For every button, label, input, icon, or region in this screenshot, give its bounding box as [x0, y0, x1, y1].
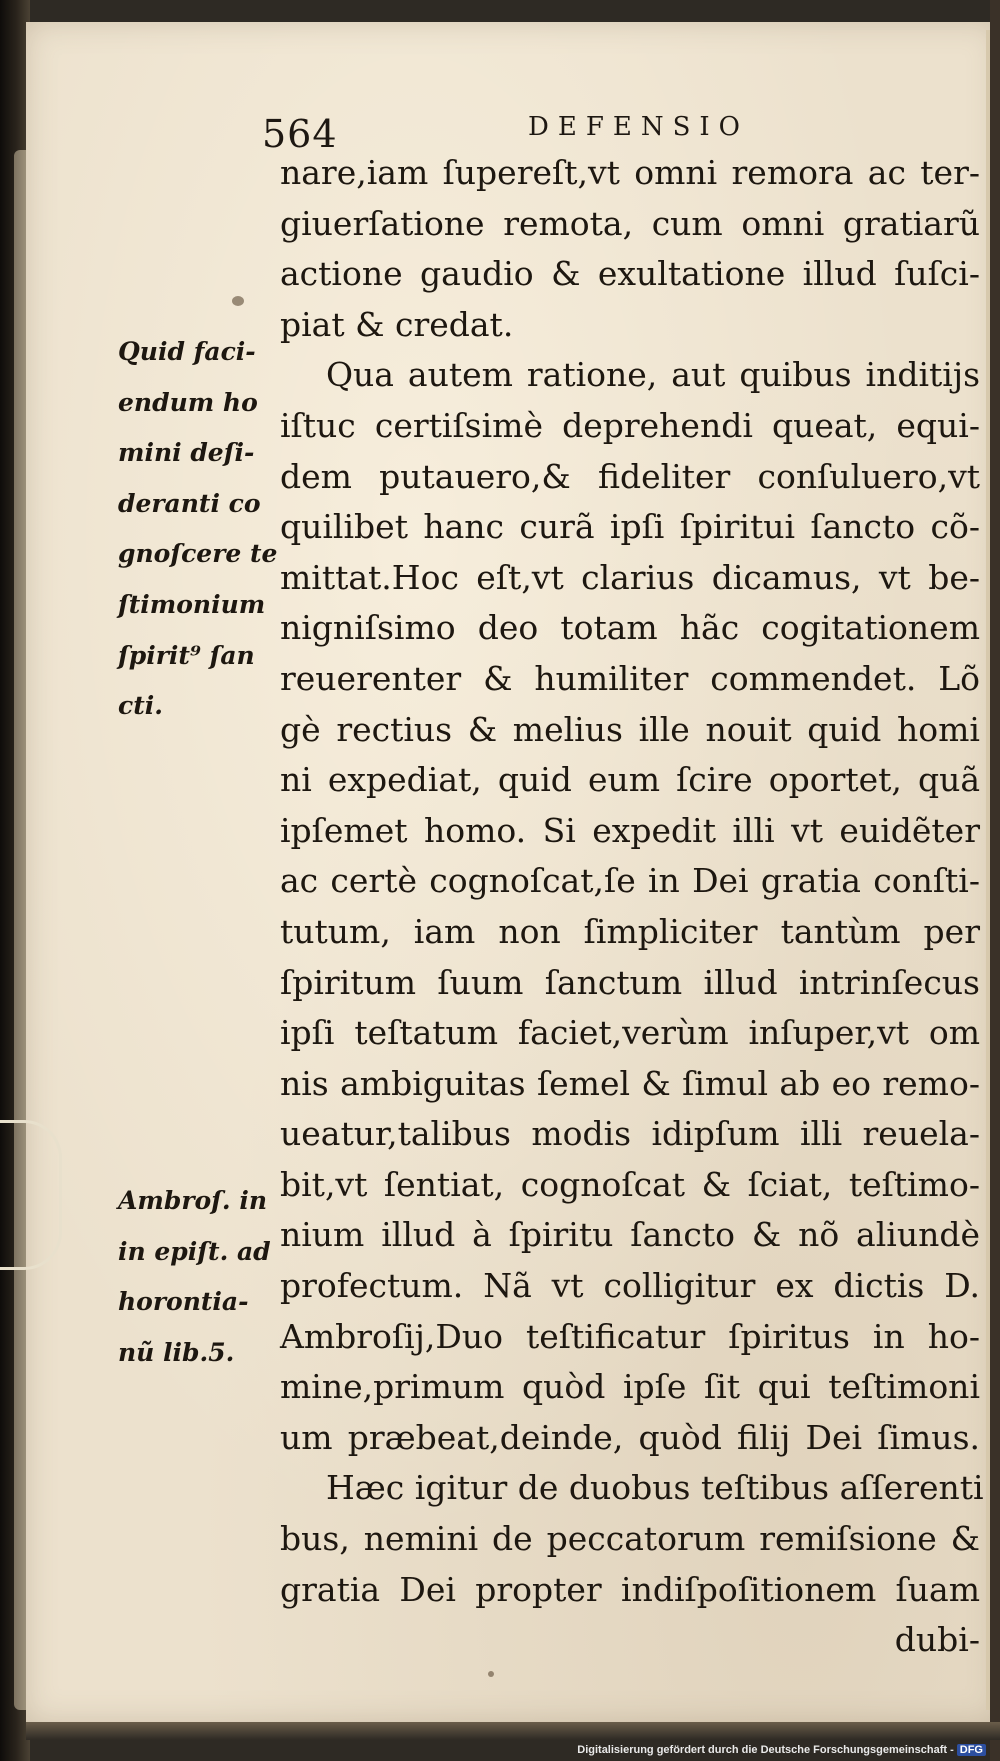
- clip-tab-outline: [0, 1120, 62, 1270]
- margin-note-line: gnoſcere te: [118, 539, 278, 569]
- text-line: iſtuc certiſsimè deprehendi queat, equi-: [280, 405, 980, 445]
- margin-note-line: Quid faci-: [118, 337, 256, 366]
- margin-note-line: horontia-: [118, 1287, 249, 1317]
- text-line: ac certè cognoſcat,ſe in Dei gratia conſti-: [280, 861, 980, 901]
- text-line: nis ambiguitas ſemel & ſimul ab eo remo-: [280, 1063, 980, 1103]
- text-line: reuerenter & humiliter commendet. Lõ: [280, 658, 980, 698]
- text-line: nare,iam ſupereſt,vt omni remora ac ter-: [280, 153, 980, 192]
- margin-note-quid-faciendum: [118, 327, 280, 732]
- margin-note-line: mini deſi-: [118, 438, 255, 468]
- text-line: quilibet hanc curã ipſi ſpiritui ſancto cõ-: [280, 507, 980, 547]
- text-line: dem putauero,& fideliter conſuluero,vt: [280, 456, 980, 496]
- margin-note-line: deranti co: [118, 488, 261, 518]
- text-line: nigniſsimo deo totam hãc cogitationem: [280, 608, 980, 648]
- right-edge: [990, 0, 1000, 1761]
- text-line: mittat.Hoc eſt,vt clarius dicamus, vt be-: [280, 557, 980, 597]
- digitization-credit: [577, 1744, 986, 1756]
- catchword: dubi-: [894, 1620, 980, 1660]
- ink-stain: [488, 1671, 494, 1677]
- margin-note-line: in epiſt. ad: [118, 1236, 271, 1266]
- text-line: nium illud à ſpiritu ſancto & nõ aliundè: [280, 1215, 980, 1255]
- text-line: um præbeat,deinde, quòd filij Dei ſimus.: [280, 1417, 980, 1457]
- text-line: ueatur,talibus modis idipſum illi reuela-: [280, 1114, 980, 1154]
- text-line: ipſi teſtatum faciet,verùm inſuper,vt om: [280, 1013, 980, 1053]
- text-line: actione gaudio & exultatione illud ſuſci-: [280, 254, 980, 294]
- ink-stain: [232, 296, 244, 306]
- text-line: bit,vt ſentiat, cognoſcat & ſciat, teſtimo-: [280, 1164, 980, 1204]
- text-line: bus, nemini de peccatorum remiſsione &: [280, 1519, 980, 1559]
- text-line: Qua autem ratione, aut quibus inditijs: [326, 355, 980, 395]
- margin-note-line: ſpirit⁹ ſan: [118, 640, 255, 670]
- text-line: mine,primum quòd ipſe ſit qui teſtimoni: [280, 1367, 980, 1407]
- text-line: ipſemet homo. Si expedit illi vt euidẽter: [280, 810, 980, 850]
- margin-note-line: nũ lib.5.: [118, 1337, 235, 1367]
- dfg-logo: DFG: [957, 1744, 986, 1756]
- text-line: ſpiritum ſuum ſanctum illud intrinſecus: [280, 962, 980, 1002]
- text-line: Hæc igitur de duobus teſtibus aſſerenti: [326, 1468, 984, 1508]
- text-line: piat & credat.: [280, 304, 514, 344]
- text-line: ni expediat, quid eum ſcire oportet, quã: [280, 760, 980, 800]
- margin-note-line: cti.: [118, 691, 163, 721]
- page-bottom-shadow: [26, 1722, 1000, 1740]
- main-text-block: [280, 148, 984, 1666]
- margin-note-line: endum ho: [118, 387, 258, 417]
- right-page-edge: [986, 30, 990, 1710]
- text-line: giuerſatione remota, cum omni gratiarũ: [280, 203, 980, 243]
- credit-text: Digitalisierung gefördert durch die Deutsche Forschungsgemeinschaft -: [577, 1744, 954, 1756]
- running-head: DEFENSIO: [528, 112, 749, 142]
- text-line: gratia Dei propter indiſpoſitionem ſuam: [280, 1569, 980, 1609]
- margin-note-line: Ambroſ. in: [118, 1186, 268, 1215]
- text-line: gè rectius & melius ille nouit quid homi: [280, 709, 980, 749]
- margin-note-ambrosius: [118, 1176, 280, 1378]
- margin-note-line: ſtimonium: [118, 589, 266, 619]
- page-number: 564: [262, 112, 338, 156]
- text-line: tutum, iam non ſimpliciter tantùm per: [280, 911, 980, 951]
- text-line: Ambroſij,Duo teſtificatur ſpiritus in ho-: [280, 1316, 980, 1356]
- text-line: profectum. Nã vt colligitur ex dictis D.: [280, 1266, 980, 1306]
